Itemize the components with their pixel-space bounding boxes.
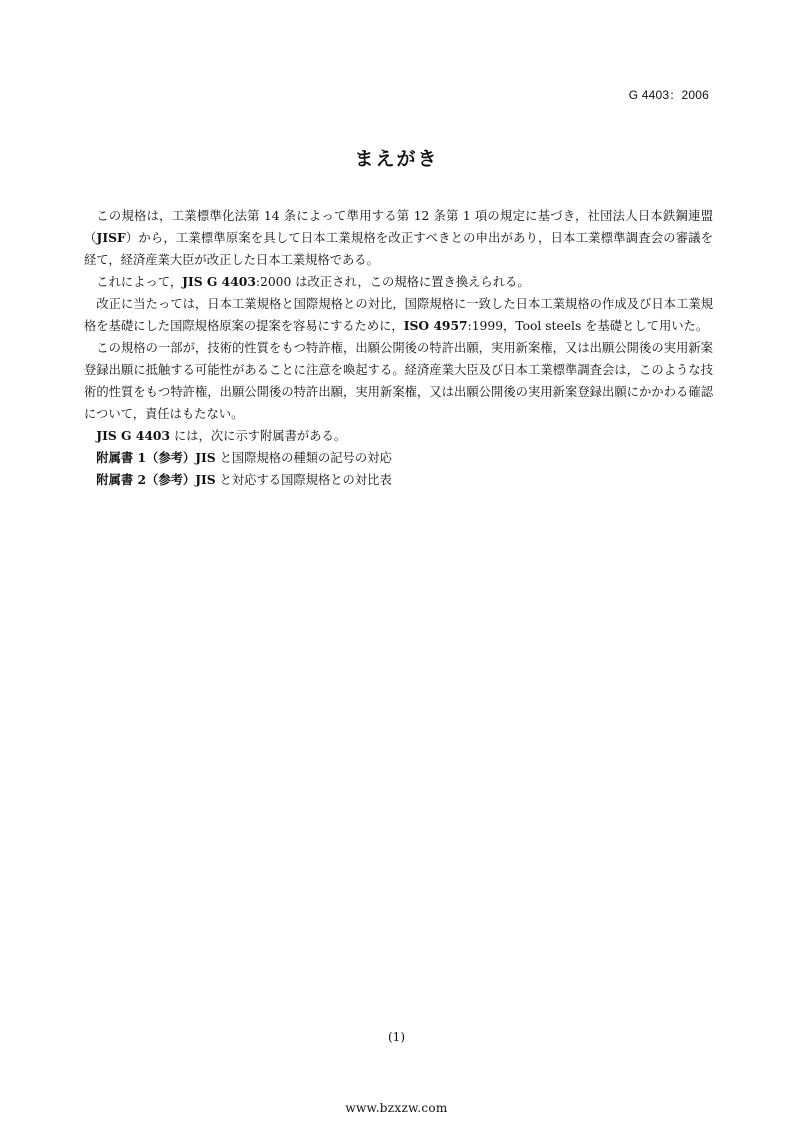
page-title: まえがき xyxy=(354,148,439,170)
paragraph-3-text-c: :1999，Tool steels を基礎として用いた。 xyxy=(467,319,709,333)
paragraph-3 xyxy=(84,293,713,337)
paragraph-3-text-a: 改正に当たっては，日本工業規格と国際規格との対比，国際規格に一致した日本工業規格の作成及び日本工業規格を基礎にした国際規格原案の提案を容易にするために， xyxy=(84,297,713,333)
paragraph-5 xyxy=(84,425,713,447)
foreword-body xyxy=(84,205,713,491)
paragraph-2-text-a: これによって， xyxy=(96,275,183,289)
paragraph-2-jis-ref: JIS G 4403 xyxy=(182,274,256,289)
paragraph-4 xyxy=(84,337,713,425)
paragraph-1 xyxy=(84,205,713,271)
standard-code: G 4403：2006 xyxy=(628,88,709,102)
paragraph-5-jis-ref: JIS G 4403 xyxy=(96,428,171,443)
annex-2-label: 附属書 2（参考）JIS xyxy=(96,472,216,487)
paragraph-1-text-c: ）から，工業標準原案を具して日本工業規格を改正すべきとの申出があり，日本工業標準調査会の審議を経て，経済産業大臣が改正した日本工業規格である。 xyxy=(84,231,713,267)
paragraph-4-text: この規格の一部が，技術的性質をもつ特許権，出願公開後の特許出願，実用新案権，又は出願公開後の実用新案登録出願に抵触する可能性があることに注意を喚起する。経済産業大臣及び日本工業標準調査会は，このような技術的性質をもつ特許権，出願公開後の特許出願，実用新案権，又は出願公開後の実用新案登録出願にかかわる確認について，責任はもたない。 xyxy=(84,341,713,421)
paragraph-1-text-a: この規格は，工業標準化法第 14 条によって準用する第 12 条第 1 項の規定に基づき，社団法人日本鉄鋼連盟（ xyxy=(84,209,713,245)
paragraph-3-iso-ref: ISO 4957 xyxy=(403,318,468,333)
annex-2-title: と対応する国際規格との対比表 xyxy=(215,473,392,487)
annex-2-line xyxy=(84,469,713,491)
annex-1-label: 附属書 1（参考）JIS xyxy=(96,450,216,465)
footer-url: www.bzxzw.com xyxy=(345,1101,448,1115)
paragraph-5-text: には，次に示す附属書がある。 xyxy=(170,429,347,443)
paragraph-2 xyxy=(84,271,713,293)
annex-1-line xyxy=(84,447,713,469)
paragraph-1-jisf: JISF xyxy=(96,230,126,245)
page-number: (1) xyxy=(388,1030,405,1044)
annex-1-title: と国際規格の種類の記号の対応 xyxy=(215,451,392,465)
paragraph-2-text-c: :2000 は改正され，この規格に置き換えられる。 xyxy=(255,275,530,289)
